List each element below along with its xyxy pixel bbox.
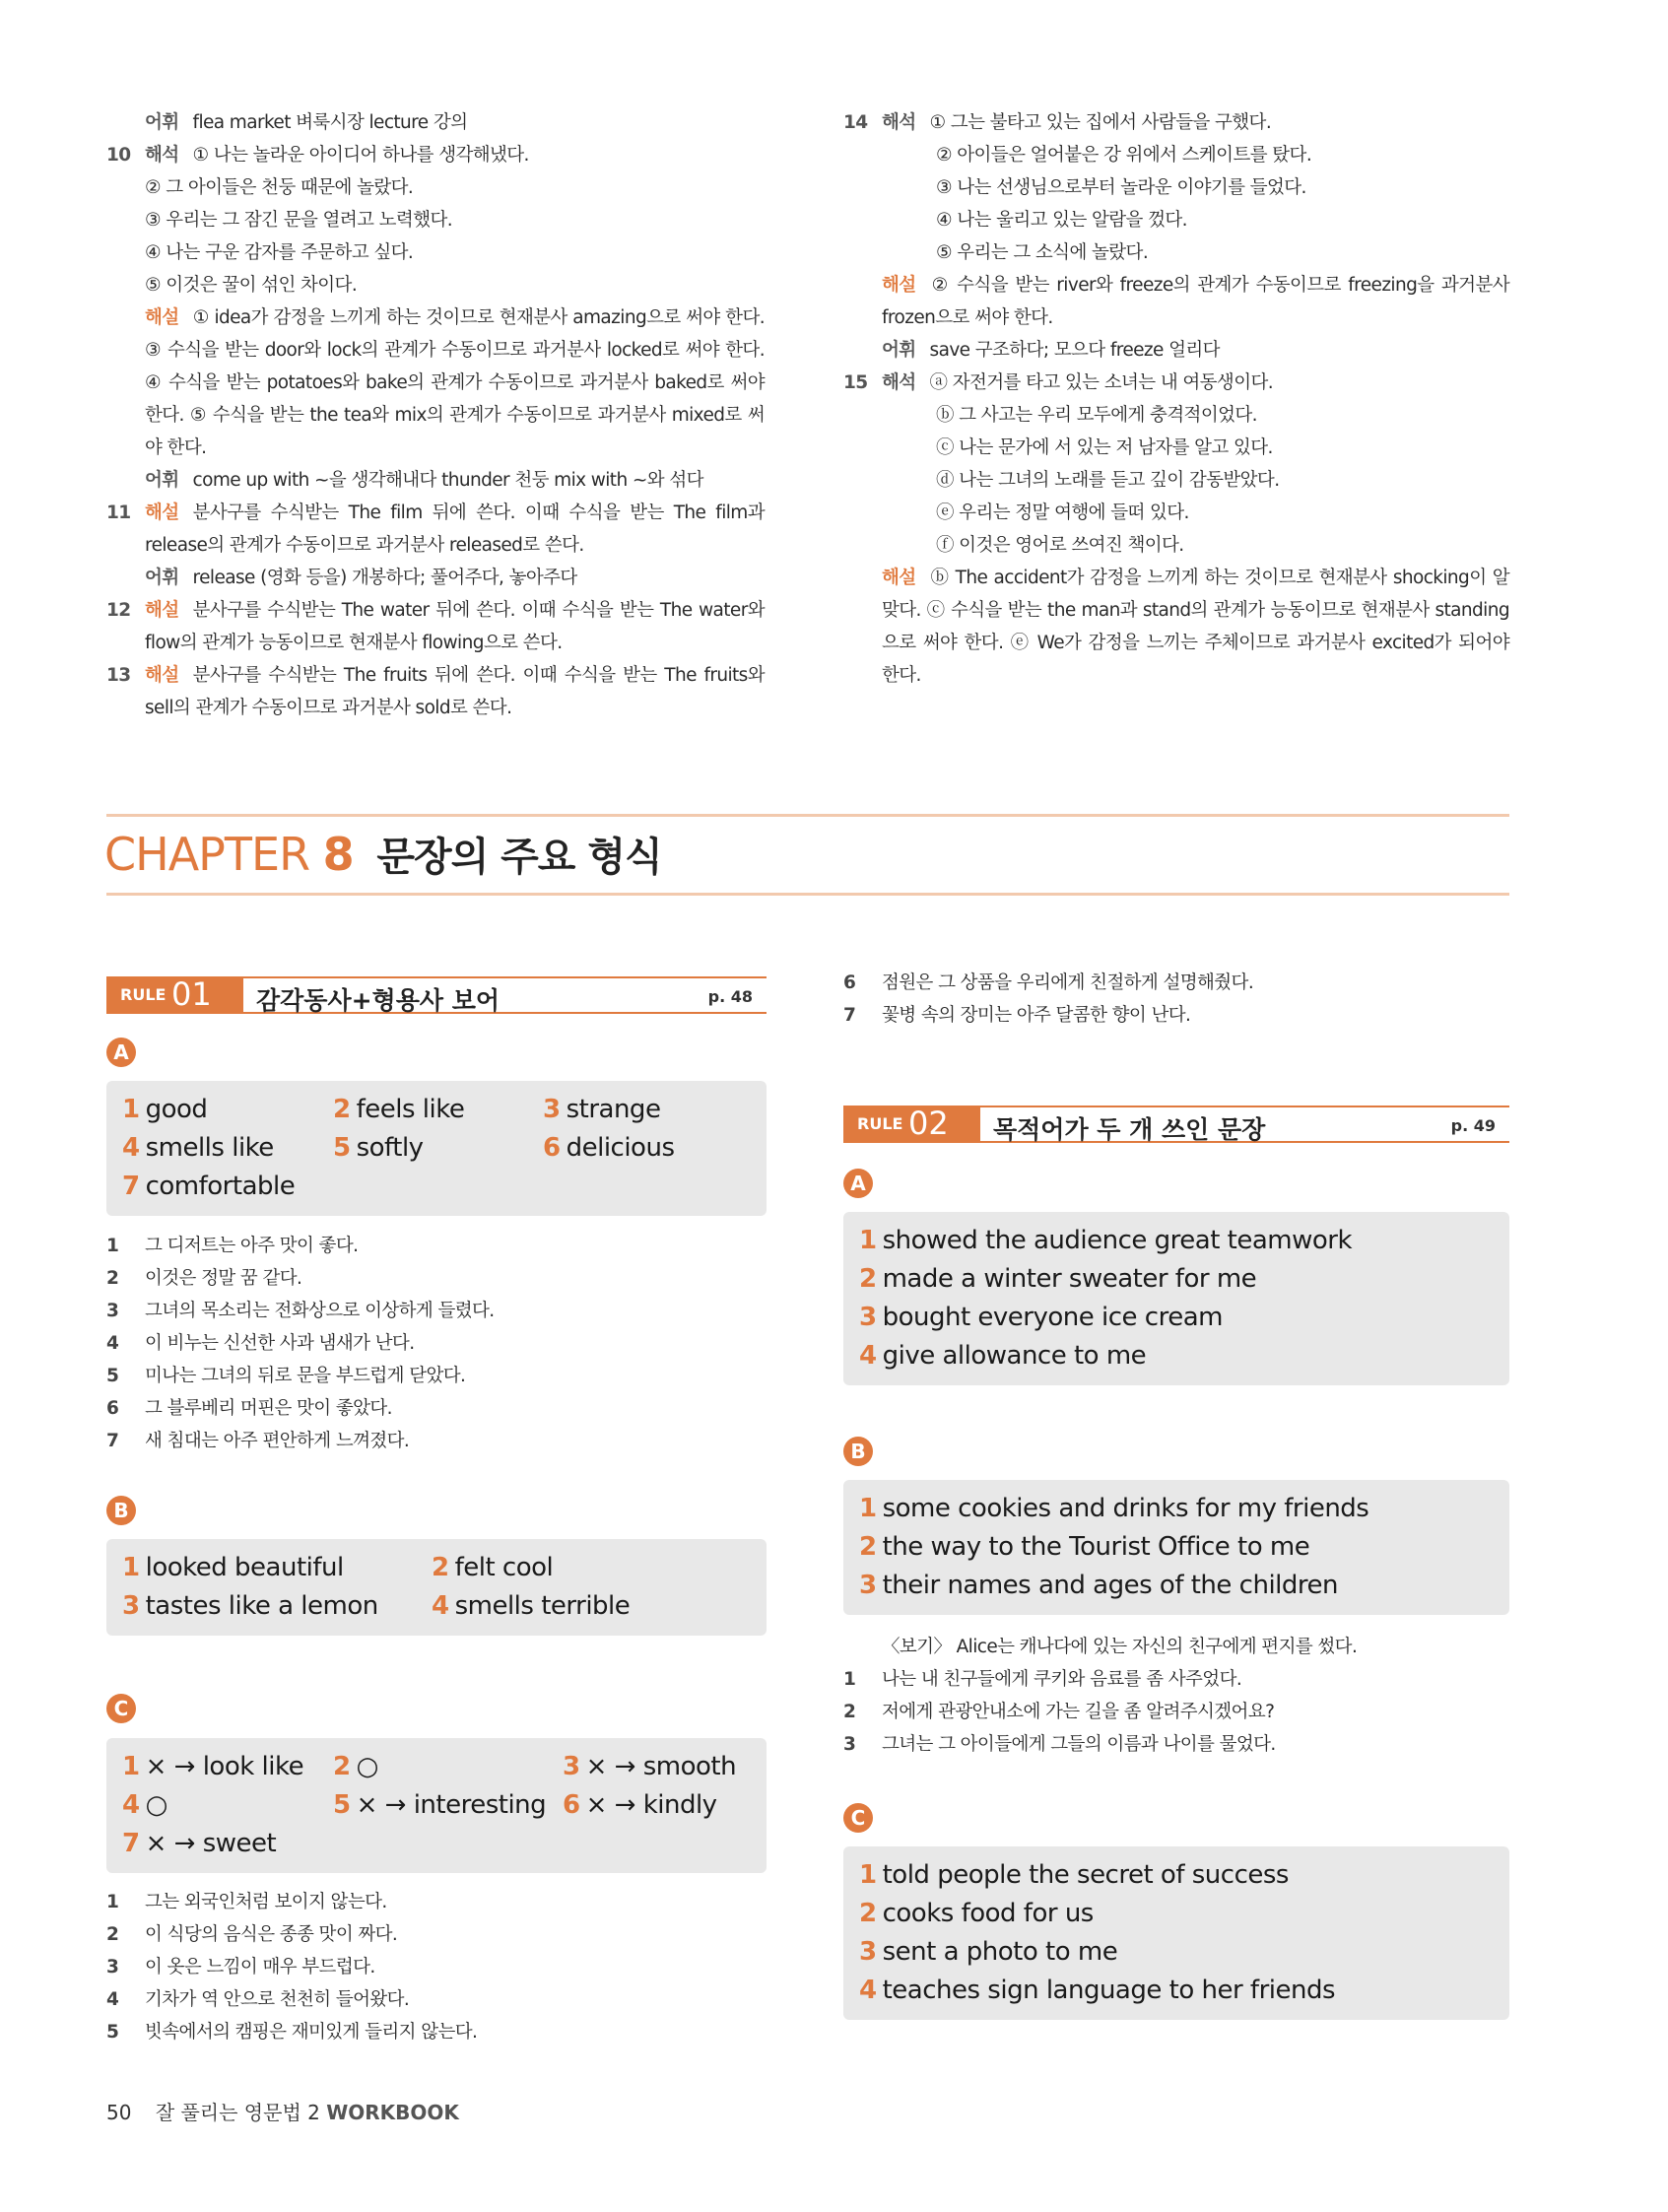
explanation-block: 해설 ⓑ The accident가 감정을 느끼게 하는 것이므로 현재분사 shocking이 알맞다. ⓒ 수식을 받는 the man과 stand의 관계가 능동이므로 현재분사 standing으로 써야 한다. ⓔ We가 감정을 느끼는 주체이므로 과거분사 excited가 되어야 한다.	[882, 568, 1509, 686]
translation-line: ⑤ 이것은 꿀이 섞인 차이다.	[145, 275, 358, 296]
item-11: 11 해설 분사구를 수식받는 The film 뒤에 쓴다. 이때 수식을 받는 The film과 release의 관계가 수동이므로 과거분사 released로 쓴다.	[106, 503, 765, 556]
item-14: 14 해석 ① 그는 불타고 있는 집에서 사람들을 구했다.	[843, 112, 1272, 133]
section-badge-c: C	[843, 1803, 873, 1833]
chapter-rule-top	[106, 814, 1509, 817]
rule-01-header	[106, 976, 767, 1014]
section-badge-b: B	[106, 1496, 136, 1525]
vocab-line: 어휘 come up with ~을 생각해내다 thunder 천둥 mix with ~와 섞다	[145, 470, 703, 491]
answer-box: 1 some cookies and drinks for my friends 2 the way to the Tourist Office to me 3 their names and ages of the children	[843, 1480, 1509, 1615]
page-number: 50	[106, 2101, 132, 2124]
translation-line: ⓑ 그 사고는 우리 모두에게 충격적이었다.	[936, 405, 1257, 426]
page-ref: p. 49	[1450, 1116, 1496, 1135]
sentence-list: 〈보기〉 Alice는 캐나다에 있는 자신의 친구에게 편지를 썼다. 1 나는 내 친구들에게 쿠키와 음료를 좀 사주었다. 2 저에게 관광안내소에 가는 길을 좀 알려주시겠어요? 3 그녀는 그 아이들에게 그들의 이름과 나이를 물었다.	[843, 1631, 1357, 1761]
explanation-block: 해설 ② 수식을 받는 river와 freeze의 관계가 수동이므로 freezing을 과거분사 frozen으로 써야 한다.	[882, 275, 1509, 328]
translation-line: ⑤ 우리는 그 소식에 놀랐다.	[936, 242, 1149, 263]
vocab-line: 어휘 save 구조하다; 모으다 freeze 얼리다	[882, 340, 1220, 361]
book-suffix: WORKBOOK	[326, 2101, 459, 2124]
item-15: 15 해석 ⓐ 자전거를 타고 있는 소녀는 내 여동생이다.	[843, 372, 1274, 393]
explanation-block: 해설 ① idea가 감정을 느끼게 하는 것이므로 현재분사 amazing으로 써야 한다. ③ 수식을 받는 door와 lock의 관계가 수동이므로 과거분사 locked로 써야 한다. ④ 수식을 받는 potatoes와 bake의 관계가 수동이므로 과거분사 baked로 써야 한다. ⑤ 수식을 받는 the tea와 mix의 관계가 수동이므로 과거분사 mixed로 써야 한다.	[145, 307, 765, 458]
example-line: 〈보기〉 Alice는 캐나다에 있는 자신의 친구에게 편지를 썼다.	[882, 1637, 1358, 1657]
top-left-column	[106, 106, 765, 724]
rule-title: 목적어가 두 개 쓰인 문장	[993, 1115, 1266, 1144]
sentence-list: 1 그 디저트는 아주 맛이 좋다. 2 이것은 정말 꿈 같다. 3 그녀의 목소리는 전화상으로 이상하게 들렸다. 4 이 비누는 신선한 사과 냄새가 난다. 5 미나는 그녀의 뒤로 문을 부드럽게 닫았다. 6 그 블루베리 머핀은 맛이 좋았다. 7 새 침대는 아주 편안하게 느껴졌다.	[106, 1236, 495, 1451]
translation-line: ④ 나는 구운 감자를 주문하고 싶다.	[145, 242, 414, 263]
rule-title: 감각동사+형용사 보어	[256, 986, 500, 1015]
rule-label: RULE 01	[106, 978, 243, 1012]
sentence-list: 1 그는 외국인처럼 보이지 않는다. 2 이 식당의 음식은 종종 맛이 짜다. 3 이 옷은 느낌이 매우 부드럽다. 4 기차가 역 안으로 천천히 들어왔다. 5 빗속에서의 캠핑은 재미있게 들리지 않는다.	[106, 1892, 478, 2043]
translation-line: ③ 우리는 그 잠긴 문을 열려고 노력했다.	[145, 210, 453, 231]
translation-line: ② 그 아이들은 천둥 때문에 놀랐다.	[145, 177, 414, 198]
item-10: 10 해석 ① 나는 놀라운 아이디어 하나를 생각해냈다.	[106, 145, 529, 166]
translation-line: ② 아이들은 얼어붙은 강 위에서 스케이트를 탔다.	[936, 145, 1312, 166]
vocab-line: 어휘 flea market 벼룩시장 lecture 강의	[145, 112, 468, 133]
vocab-line: 어휘 release (영화 등을) 개봉하다; 풀어주다, 놓아주다	[145, 568, 577, 588]
chapter-number: 8	[322, 828, 354, 881]
translation-line: ⓓ 나는 그녀의 노래를 듣고 깊이 감동받았다.	[936, 470, 1280, 491]
section-badge-b: B	[843, 1437, 873, 1466]
page-ref: p. 48	[707, 987, 753, 1006]
book-title: 잘 풀리는 영문법 2	[155, 2101, 320, 2124]
item-13: 13 해설 분사구를 수식받는 The fruits 뒤에 쓴다. 이때 수식을 받는 The fruits와 sell의 관계가 수동이므로 과거분사 sold로 쓴다.	[106, 665, 765, 718]
rule-label: RULE 02	[843, 1107, 980, 1141]
chapter-label: CHAPTER	[104, 828, 310, 881]
section-badge-c: C	[106, 1694, 136, 1723]
translation-line: ④ 나는 울리고 있는 알람을 껐다.	[936, 210, 1187, 231]
translation-line: ⓔ 우리는 정말 여행에 들떠 있다.	[936, 503, 1189, 523]
answer-box: 1 showed the audience great teamwork 2 made a winter sweater for me 3 bought everyone ice cream 4 give allowance to me	[843, 1212, 1509, 1385]
rule-02-header	[843, 1106, 1509, 1143]
chapter-title	[104, 826, 662, 882]
top-right-column	[843, 106, 1509, 692]
translation-line: ③ 나는 선생님으로부터 놀라운 이야기를 들었다.	[936, 177, 1306, 198]
translation-line: ⓒ 나는 문가에 서 있는 저 남자를 알고 있다.	[936, 437, 1273, 458]
answer-box: 1 told people the secret of success 2 cooks food for us 3 sent a photo to me 4 teaches sign language to her friends	[843, 1846, 1509, 2020]
chapter-rule-bottom	[106, 893, 1509, 896]
page-footer	[106, 2097, 459, 2125]
sentence-list-continued: 6 점원은 그 상품을 우리에게 친절하게 설명해줬다. 7 꽃병 속의 장미는 아주 달콤한 향이 난다.	[843, 972, 1254, 1026]
answer-box: 1 × → look like 2 ○ 3 × → smooth 4 ○ 5 × → interesting 6 × → kindly 7 × → sweet	[106, 1738, 767, 1873]
translation-line: ⓕ 이것은 영어로 쓰여진 책이다.	[936, 535, 1184, 556]
answer-box: 1 good 2 feels like 3 strange 4 smells like 5 softly 6 delicious 7 comfortable	[106, 1081, 767, 1216]
item-12: 12 해설 분사구를 수식받는 The water 뒤에 쓴다. 이때 수식을 받는 The water와 flow의 관계가 능동이므로 현재분사 flowing으로 쓴다.	[106, 600, 765, 653]
section-badge-a: A	[843, 1169, 873, 1198]
answer-box: 1 looked beautiful 2 felt cool 3 tastes like a lemon 4 smells terrible	[106, 1539, 767, 1636]
chapter-heading: 문장의 주요 형식	[376, 835, 662, 880]
section-badge-a: A	[106, 1038, 136, 1067]
